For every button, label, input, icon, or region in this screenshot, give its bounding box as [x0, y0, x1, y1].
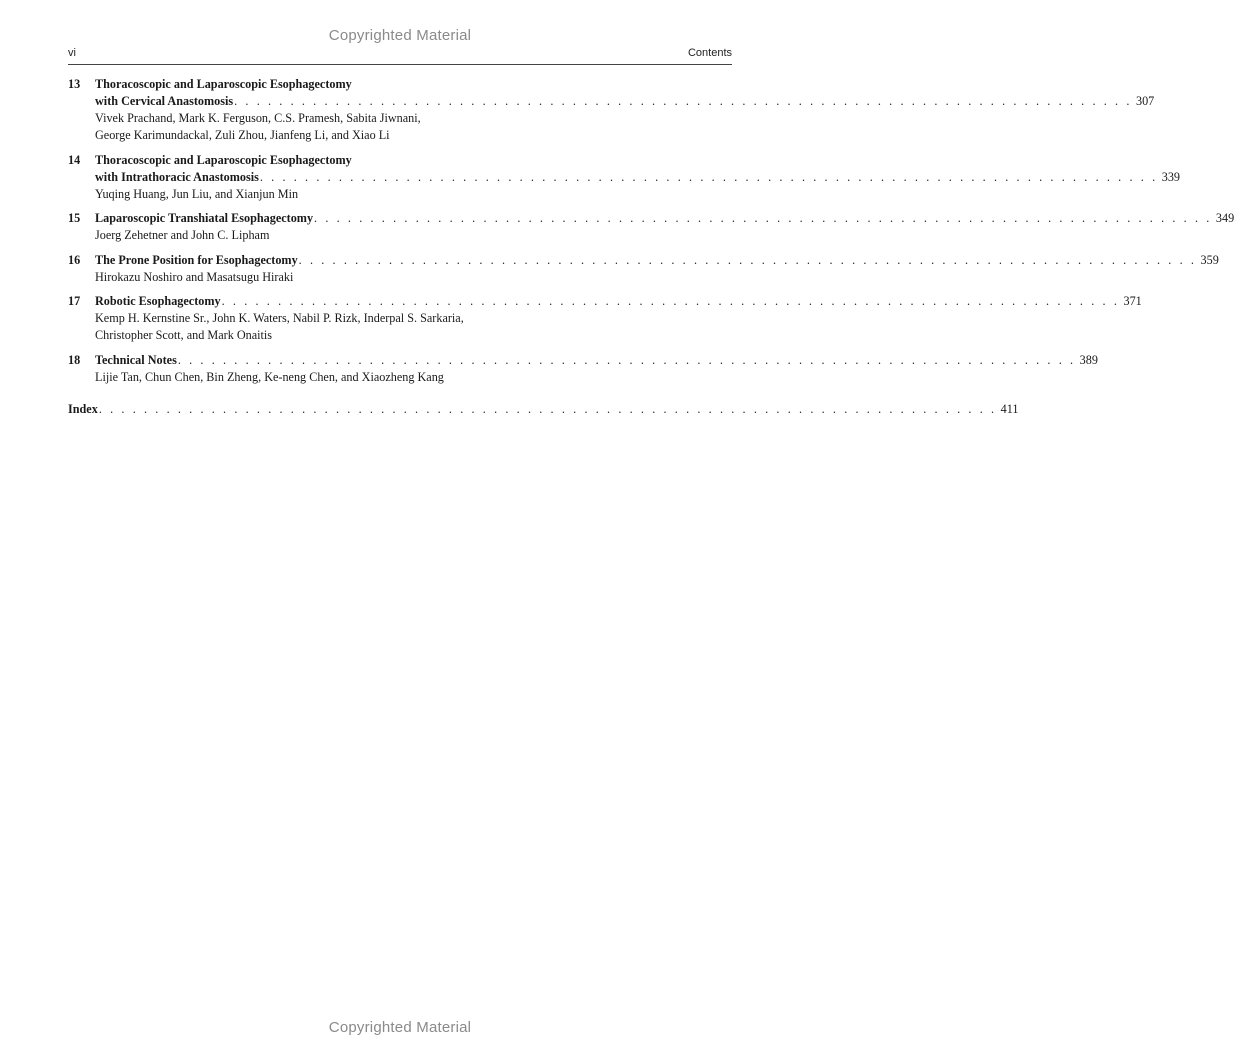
chapter-authors: Hirokazu Noshiro and Masatsugu Hiraki	[95, 269, 294, 284]
dot-leader: . . . . . . . . . . . . . . . . . . . . . . . . . . . . . . . . . . . . . . . . . . . . . . . . . . . . . . . . . . . . . . . . . . . . . . . . . . . . . . . .	[177, 352, 1076, 367]
index-line	[68, 401, 1019, 418]
chapter-authors: Christopher Scott, and Mark Onaitis	[95, 328, 273, 342]
chapter-title-line	[95, 76, 572, 93]
dot-leader: . . . . . . . . . . . . . . . . . . . . . . . . . . . . . . . . . . . . . . . . . . . . . . . . . . . . . . . . . . . . . . . . . . . . . . . . . . . . . . . .	[98, 401, 997, 416]
chapter-title-line	[95, 252, 1219, 269]
dot-leader: . . . . . . . . . . . . . . . . . . . . . . . . . . . . . . . . . . . . . . . . . . . . . . . . . . . . . . . . . . . . . . . . . . . . . . . . . . . . . . . .	[298, 252, 1197, 267]
page-number: 389	[1079, 352, 1098, 367]
chapter-number: 18	[68, 352, 81, 367]
table-of-contents	[68, 76, 1234, 425]
toc-entry-15[interactable]	[68, 210, 1234, 244]
chapter-title: with Cervical Anastomosis	[95, 94, 234, 108]
copyright-watermark-bottom: Copyrighted Material	[328, 1019, 472, 1036]
chapter-number: 14	[68, 152, 81, 167]
chapter-authors: Vivek Prachand, Mark K. Ferguson, C.S. Pramesh, Sabita Jiwnani,	[95, 111, 421, 125]
chapter-title: Thoracoscopic and Laparoscopic Esophagectomy	[95, 152, 352, 167]
chapter-number: 17	[68, 294, 81, 308]
chapter-title: Technical Notes	[95, 352, 177, 367]
dot-leader: . . . . . . . . . . . . . . . . . . . . . . . . . . . . . . . . . . . . . . . . . . . . . . . . . . . . . . . . . . . . . . . . . . . . . . . . . . . . . . . .	[314, 211, 1212, 225]
dot-leader: . . . . . . . . . . . . . . . . . . . . . . . . . . . . . . . . . . . . . . . . . . . . . . . . . . . . . . . . . . . . . . . . . . . . . . . . . . . . . . . .	[259, 169, 1158, 184]
page-number: 307	[1135, 94, 1155, 108]
toc-entry-17[interactable]	[68, 293, 1142, 344]
chapter-title: with Intrathoracic Anastomosis	[95, 169, 259, 184]
toc-entry-14[interactable]	[68, 152, 1180, 203]
toc-entry-13[interactable]	[68, 76, 1155, 144]
page-number: 411	[1000, 401, 1019, 416]
toc-entry-18[interactable]	[68, 352, 1098, 386]
chapter-authors: Lijie Tan, Chun Chen, Bin Zheng, Ke-neng Chen, and Xiaozheng Kang	[95, 369, 444, 384]
page-number: 371	[1123, 294, 1142, 308]
chapter-title-line	[95, 152, 572, 169]
page-number: 349	[1215, 211, 1234, 225]
chapter-title-line	[95, 210, 1234, 227]
chapter-authors: Yuqing Huang, Jun Liu, and Xianjun Min	[95, 186, 299, 201]
chapter-number: 15	[68, 211, 81, 225]
chapter-number: 16	[68, 252, 81, 267]
chapter-authors: Kemp H. Kernstine Sr., John K. Waters, Nabil P. Rizk, Inderpal S. Sarkaria,	[95, 311, 464, 325]
running-head	[68, 46, 732, 65]
chapter-authors: Joerg Zehetner and John C. Lipham	[95, 228, 270, 242]
page-number: 359	[1200, 252, 1219, 267]
chapter-title-line	[95, 169, 1180, 186]
chapter-title-line	[95, 293, 1142, 310]
index-label: Index	[68, 401, 98, 416]
page-folio: vi	[68, 47, 76, 59]
copyright-watermark-top: Copyrighted Material	[328, 27, 472, 44]
chapter-authors: George Karimundackal, Zuli Zhou, Jianfeng Li, and Xiao Li	[95, 128, 390, 142]
chapter-number: 13	[68, 77, 81, 91]
chapter-title-line	[95, 93, 1155, 110]
dot-leader: . . . . . . . . . . . . . . . . . . . . . . . . . . . . . . . . . . . . . . . . . . . . . . . . . . . . . . . . . . . . . . . . . . . . . . . . . . . . . . . .	[234, 94, 1132, 108]
dot-leader: . . . . . . . . . . . . . . . . . . . . . . . . . . . . . . . . . . . . . . . . . . . . . . . . . . . . . . . . . . . . . . . . . . . . . . . . . . . . . . . .	[221, 294, 1120, 308]
toc-entry-index[interactable]	[68, 401, 1019, 418]
page-number: 339	[1161, 169, 1180, 184]
chapter-title: Robotic Esophagectomy	[95, 294, 221, 308]
chapter-title: Thoracoscopic and Laparoscopic Esophagectomy	[95, 77, 352, 91]
running-head-section: Contents	[687, 47, 732, 59]
chapter-title-line	[95, 352, 1098, 369]
chapter-title: The Prone Position for Esophagectomy	[95, 252, 298, 267]
toc-entry-16[interactable]	[68, 252, 1219, 286]
chapter-title: Laparoscopic Transhiatal Esophagectomy	[95, 211, 314, 225]
